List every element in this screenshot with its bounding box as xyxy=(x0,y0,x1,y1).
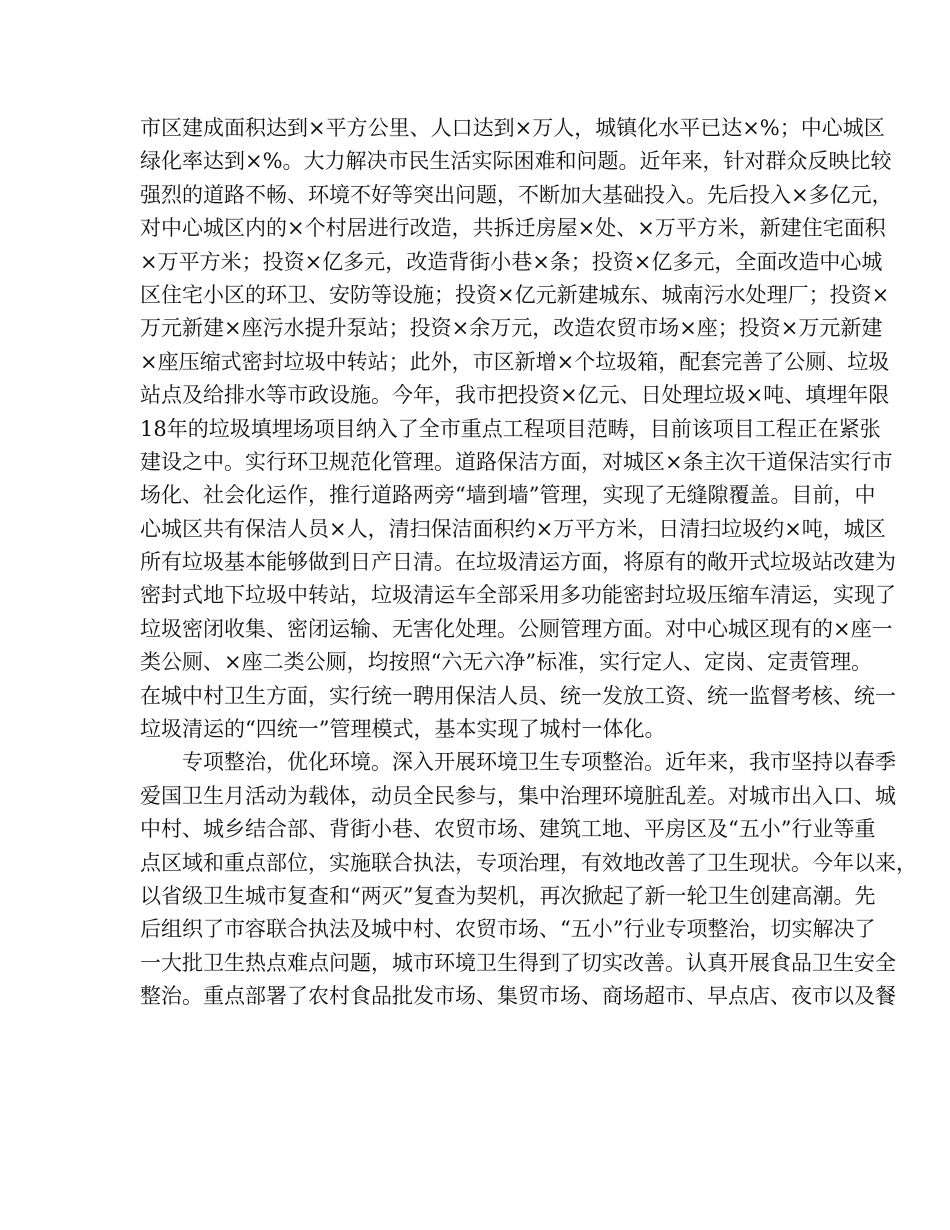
text-line: 区住宅小区的环卫、安防等设施；投资×亿元新建城东、城南污水处理厂；投资× xyxy=(140,282,890,307)
text-line: 以省级卫生城市复查和“两灭”复查为契机，再次掀起了新一轮卫生创建高潮。先 xyxy=(140,883,876,908)
text-line: 对中心城区内的×个村居进行改造，共拆迁房屋×处、×万平方米，新建住宅面积 xyxy=(140,216,886,241)
text-line: 中村、城乡结合部、背街小巷、农贸市场、建筑工地、平房区及“五小”行业等重 xyxy=(140,817,876,842)
text-line: 心城区共有保洁人员×人，清扫保洁面积约×万平方米，日清扫垃圾约×吨，城区 xyxy=(140,516,886,541)
body-text xyxy=(140,112,917,1014)
text-line: 类公厕、×座二类公厕，均按照“六无六净”标准，实行定人、定岗、定责管理。 xyxy=(140,650,873,675)
text-line: 一大批卫生热点难点问题，城市环境卫生得到了切实改善。认真开展食品卫生安全 xyxy=(140,950,896,975)
text-line: 后组织了市容联合执法及城中村、农贸市场、“五小”行业专项整治，切实解决了 xyxy=(140,917,876,942)
text-line: 场化、社会化运作，推行道路两旁“墙到墙”管理，实现了无缝隙覆盖。目前，中 xyxy=(140,483,876,508)
text-line: 整治。重点部署了农村食品批发市场、集贸市场、商场超市、早点店、夜市以及餐 xyxy=(140,984,896,1009)
text-line: 万元新建×座污水提升泵站；投资×余万元，改造农贸市场×座；投资×万元新建 xyxy=(140,316,883,341)
text-line: 在城中村卫生方面，实行统一聘用保洁人员、统一发放工资、统一监督考核、统一 xyxy=(140,683,896,708)
text-line: 绿化率达到×%。大力解决市民生活实际困难和问题。近年来，针对群众反映比较 xyxy=(140,149,892,174)
text-line: 建设之中。实行环卫规范化管理。道路保洁方面，对城区×条主次干道保洁实行市 xyxy=(140,449,893,474)
text-line: 所有垃圾基本能够做到日产日清。在垃圾清运方面，将原有的敞开式垃圾站改建为 xyxy=(140,550,896,575)
text-line: ×座压缩式密封垃圾中转站；此外，市区新增×个垃圾箱，配套完善了公厕、垃圾 xyxy=(140,349,890,374)
text-line: 强烈的道路不畅、环境不好等突出问题，不断加大基础投入。先后投入×多亿元， xyxy=(140,182,893,207)
text-line: ×万平方米；投资×亿多元，改造背街小巷×条；投资×亿多元，全面改造中心城 xyxy=(140,249,883,274)
text-line: 站点及给排水等市政设施。今年，我市把投资×亿元、日处理垃圾×吨、填埋年限 xyxy=(140,383,890,408)
text-line: 垃圾清运的“四统一”管理模式，基本实现了城村一体化。 xyxy=(140,717,666,742)
text-line: 密封式地下垃圾中转站，垃圾清运车全部采用多功能密封垃圾压缩车清运，实现了 xyxy=(140,583,896,608)
text-line: 18年的垃圾填埋场项目纳入了全市重点工程项目范畴，目前该项目工程正在紧张 xyxy=(140,416,881,441)
text-line: 市区建成面积达到×平方公里、人口达到×万人，城镇化水平已达×%；中心城区 xyxy=(140,116,885,140)
paragraph-2 xyxy=(140,746,917,1013)
text-line: 垃圾密闭收集、密闭运输、无害化处理。公厕管理方面。对中心城区现有的×座一 xyxy=(140,616,893,641)
text-line: 专项整治，优化环境。深入开展环境卫生专项整治。近年来，我市坚持以春季 xyxy=(182,750,896,775)
text-line: 点区域和重点部位，实施联合执法，专项治理，有效地改善了卫生现状。今年以来， xyxy=(140,850,917,875)
text-line: 爱国卫生月活动为载体，动员全民参与，集中治理环境脏乱差。对城市出入口、城 xyxy=(140,783,896,808)
paragraph-1 xyxy=(140,112,896,746)
